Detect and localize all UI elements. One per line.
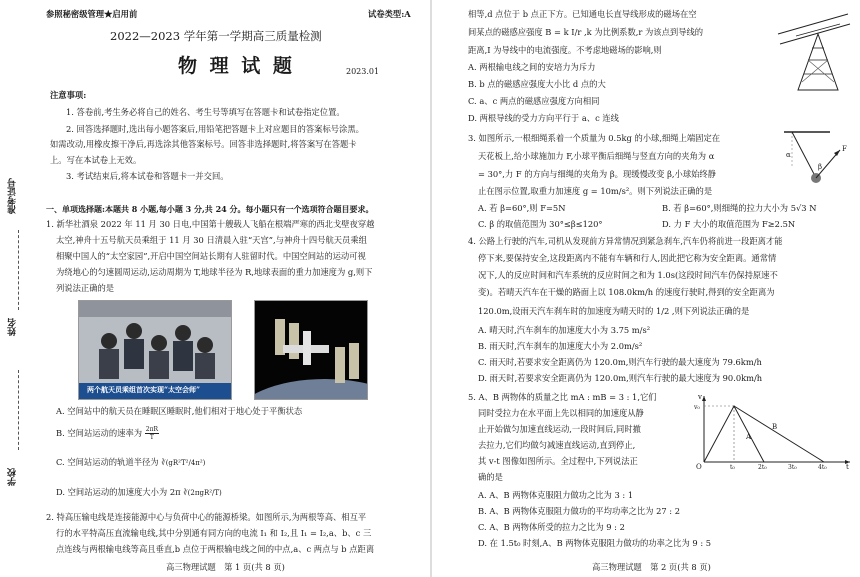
photo-caption: 两个航天员乘组首次实现“太空会师” [87, 385, 201, 394]
graph-tick-label: t₀ [730, 464, 735, 471]
angle-alpha-label: α [786, 151, 791, 159]
question-5-option-b: B. A、B 两物体克服阻力做功的平均功率之比为 27 : 2 [478, 506, 680, 516]
question-1-option-c [56, 457, 205, 469]
graph-tick-label: 4t₀ [818, 464, 827, 471]
option-c-expression: ∛(gR²T²/4π²) [161, 459, 206, 467]
graph-v0-label: v₀ [694, 404, 700, 411]
page-2 [432, 0, 860, 577]
question-4-option-b: B. 雨天时,汽车刹车的加速度大小为 2.0m/s² [478, 341, 643, 351]
angle-beta-label: β [818, 163, 823, 171]
question-4-option-a: A. 晴天时,汽车刹车的加速度大小为 3.75 m/s² [478, 325, 651, 335]
graph-v-axis-label: v [698, 393, 702, 401]
power-line-figure [768, 4, 854, 92]
question-1-text: 太空,神舟十五号航天员乘组于 11 月 30 日清晨入驻“天宫”,与神舟十四号航天员乘组 [56, 235, 367, 245]
question-3-option-d: D. 力 F 大小的取值范围为 F≥2.5N [662, 219, 796, 229]
question-5-text: 去拉力,它们均做匀减速直线运动,直到停止, [478, 440, 636, 450]
question-1-text: 1. 新华社酒泉 2022 年 11 月 30 日电,中国第十艘载人飞船在根端严寒的西北戈壁夜穿越 [46, 219, 375, 229]
question-3-option-b: B. 若 β=60°,则细绳的拉力大小为 5√3 N [662, 203, 817, 213]
exam-type-label: 试卷类型:A [368, 9, 411, 19]
fraction-numerator: 2πR [145, 426, 158, 433]
notice-line: 如需改动,用橡皮擦干净后,再选涂其他答案标号。回答非选择题时,将答案写在答题卡 [50, 139, 357, 149]
question-4-text: 变)。若晴天汽车在干燥的路面上以 108.0km/h 的速度行驶时,得到的安全距离为 [478, 287, 775, 297]
fraction-denominator: T [149, 434, 154, 441]
question-2-text: 间某点的磁感应强度 B = k I/r ,k 为比例系数,r 为该点到导线的 [468, 27, 704, 37]
question-3-text: 3. 如图所示,一根细绳系着一个质量为 0.5kg 的小球,细绳上端固定在 [468, 133, 721, 143]
page-footer: 高三物理试题 第 2 页(共 8 页) [592, 562, 711, 572]
graph-origin-label: O [696, 463, 702, 471]
question-3-text: 天花板上,给小球施加力 F,小球平衡后细绳与竖直方向的夹角为 α [478, 151, 715, 161]
option-c-text: C. 空间站运动的轨道半径为 [56, 457, 159, 467]
question-4-option-d: D. 雨天时,若要求安全距离仍为 120.0m,则汽车行驶的最大速度为 90.0km/h [478, 373, 763, 383]
question-2-text: 点连线与两根输电线等高且垂直,b 点位于两根输电线之间的中点,a、c 两点与 b 点距离 [56, 544, 375, 554]
question-3-option-a: A. 若 β=60°,则 F=5N [478, 203, 566, 213]
notice-line: 2. 回答选择题时,选出每小题答案后,用铅笔把答题卡上对应题目的答案标号涂黑。 [66, 124, 364, 134]
question-4-text: 120.0m,设雨天汽车刹车时的加速度为晴天时的 1/2 ,则下列说法正确的是 [478, 306, 750, 316]
question-2-text: 2. 特高压输电线是连接能源中心与负荷中心的能源桥梁。如图所示,为两根等高、相互平 [46, 512, 367, 522]
section-heading: 一、单项选择题:本题共 8 小题,每小题 3 分,共 24 分。每小题只有一个选项符合题目要求。 [46, 204, 374, 214]
question-1-text: 为绕地心的匀速圆周运动,运动周期为 T,地球半径为 R,地球表面的重力加速度为 g,则下 [56, 267, 373, 277]
graph-tick-label: 3t₀ [788, 464, 797, 471]
question-4-text: 停下来,要保持安全,这段距离内不能有车辆和行人,因此把它称为安全距离。通常情 [478, 253, 777, 263]
exam-date: 2023.01 [346, 67, 380, 76]
notice-title: 注意事项: [50, 90, 87, 100]
page-title: 物 理 试 题 [178, 55, 295, 77]
confidential-header: 参照秘密级管理★启用前 [46, 9, 138, 19]
option-b-text: B. 空间站运动的速率为 [56, 428, 143, 438]
graph-line-b-label: B [772, 423, 778, 431]
question-1-text: 相聚中国人的“太空家园”,开启中国空间站长期有人驻留时代。中国空间站的运动可视 [56, 251, 366, 261]
graph-tick-label: 2t₀ [758, 464, 767, 471]
question-5-text: 止开始做匀加速直线运动,一段时间后,同时撤 [478, 424, 641, 434]
question-1-text: 列说法正确的是 [56, 283, 115, 293]
question-3-text: = 30°,力 F 的方向与细绳的夹角为 β。现缓慢改变 β,小球始终静 [478, 169, 717, 179]
question-5-option-a: A. A、B 两物体克服阻力做功之比为 3 : 1 [478, 490, 634, 500]
question-5-option-d: D. 在 1.5t₀ 时刻,A、B 两物体克服阻力做功的功率之比为 9 : 5 [478, 538, 712, 548]
binding-column [0, 0, 38, 577]
side-label-name: 姓名 [8, 318, 18, 336]
question-2-option-c: C. a、c 两点的磁感应强度方向相同 [468, 96, 600, 106]
question-5-option-c: C. A、B 两物体所受的拉力之比为 9 : 2 [478, 522, 625, 532]
option-d-text: D. 空间站运动的加速度大小为 2π [56, 487, 181, 497]
question-1-option-a: A. 空间站中的航天员在睡眠区睡眠时,他们相对于地心处于平衡状态 [56, 406, 303, 416]
binding-dashed-line [18, 370, 19, 450]
space-station-photo [254, 300, 368, 400]
question-4-option-c: C. 雨天时,若要求安全距离仍为 120.0m,则汽车行驶的最大速度为 79.6km/h [478, 357, 762, 367]
question-2-text: 相等,d 点位于 b 点正下方。已知通电长直导线形成的磁场在空 [468, 9, 697, 19]
question-5-text: 确的是 [478, 472, 503, 482]
question-4-text: 况下,人的反应时间和汽车系统的反应时间之和为 1.0s(这段时间汽车仍保持原速不 [478, 270, 778, 280]
force-f-label: F [842, 145, 847, 153]
question-5-text: 5. A、B 两物体的质量之比 mA : mB = 3 : 1,它们 [468, 392, 657, 402]
exam-year-heading: 2022—2023 学年第一学期高三质量检测 [110, 29, 322, 43]
question-2-option-a: A. 两根输电线之间的安培力为斥力 [468, 62, 596, 72]
question-5-text: 其 v-t 图像如图所示。全过程中,下列说法正 [478, 456, 638, 466]
notice-line: 1. 答卷前,考生务必将自己的姓名、考生号等填写在答题卡和试卷指定位置。 [66, 107, 345, 117]
question-3-text: 止在图示位置,取重力加速度 g = 10m/s²。则下列说法正确的是 [478, 186, 713, 196]
question-3-option-c: C. β 的取值范围为 30°≤β≤120° [478, 219, 603, 229]
question-2-option-b: B. b 点的磁感应强度大小比 d 点的大 [468, 79, 606, 89]
notice-line: 上。写在本试卷上无效。 [50, 155, 142, 165]
question-2-text: 行的水平特高压直流输电线,其中分别通有同方向的电流 I₁ 和 I₂,且 I₁ = I₂,a、b、c 三 [56, 528, 372, 538]
question-2-text: 距离,I 为导线中的电流强度。不考虑地磁场的影响,则 [468, 45, 662, 55]
option-b-fraction [145, 426, 159, 441]
binding-dashed-line [18, 230, 19, 310]
graph-t-axis-label: t [846, 463, 849, 471]
question-4-text: 4. 公路上行驶的汽车,司机从发现前方异常情况到紧急刹车,汽车仍将前进一段距离才能 [468, 236, 783, 246]
graph-line-a-label: A [746, 433, 752, 441]
notice-line: 3. 考试结束后,将本试卷和答题卡一并交回。 [66, 171, 229, 181]
astronauts-photo [78, 300, 232, 400]
space-station-illustration [255, 301, 367, 399]
side-label-school: 学校 [8, 468, 18, 486]
question-2-option-d: D. 两根导线的受力方向平行于 a、c 连线 [468, 113, 619, 123]
page-footer: 高三物理试题 第 1 页(共 8 页) [166, 562, 285, 572]
question-1-option-b [56, 426, 159, 441]
option-d-expression: ∛(2πgR²/T) [183, 489, 222, 497]
question-1-option-d [56, 487, 222, 499]
side-label-exam-id: 准考证号 [8, 178, 18, 214]
question-5-text: 同时受拉力在水平面上先以相同的加速度从静 [478, 408, 644, 418]
